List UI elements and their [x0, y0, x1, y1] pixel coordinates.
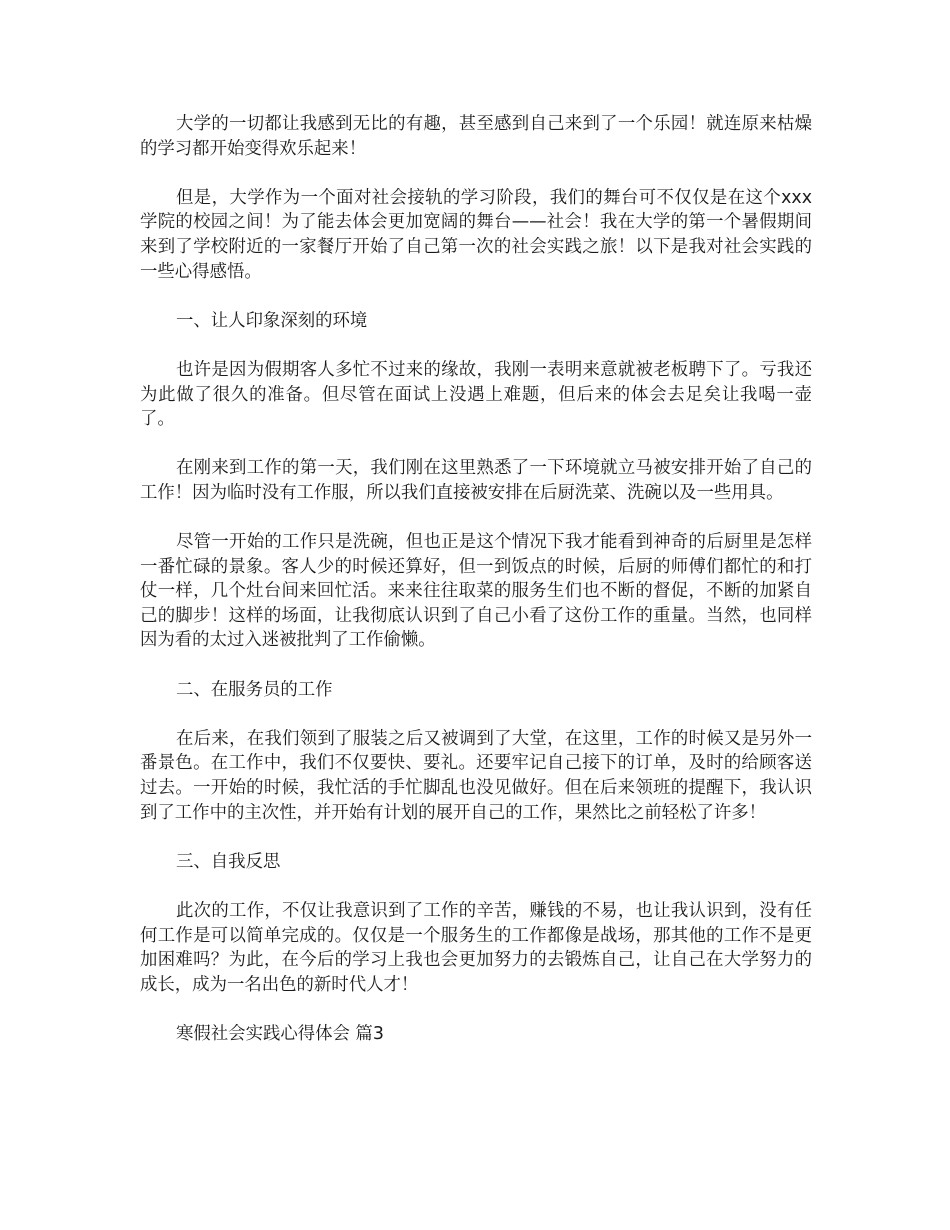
- paragraph-reflection: 此次的工作，不仅让我意识到了工作的辛苦，赚钱的不易，也让我认识到，没有任何工作是可以简单完成的。仅仅是一个服务生的工作都像是战场，那其他的工作不是更加困难吗？为此，在今后的学习上我也会更加努力的去锻炼自己，让自己在大学努力的成长，成为一名出色的新时代人才！: [140, 901, 812, 995]
- paragraph-kitchen: 尽管一开始的工作只是洗碗，但也正是这个情况下我才能看到神奇的后厨里是怎样一番忙碌的景象。客人少的时候还算好，但一到饭点的时候，后厨的师傅们都忙的和打仗一样，几个灶台间来回忙活。来来往往取菜的服务生们也不断的督促，不断的加紧自己的脚步！这样的场面，让我彻底认识到了自己小看了这份工作的重量。当然，也同样因为看的太过入迷被批判了工作偷懒。: [140, 532, 812, 651]
- document-page: [140, 112, 812, 1071]
- section-heading-environment: 一、让人印象深刻的环境: [176, 310, 368, 331]
- paragraph-hired: 也许是因为假期客人多忙不过来的缘故，我刚一表明来意就被老板聘下了。亏我还为此做了很久的准备。但尽管在面试上没遇上难题，但后来的体会去足矣让我喝一壶了。: [140, 359, 812, 430]
- paragraph-first-day: 在刚来到工作的第一天，我们刚在这里熟悉了一下环境就立马被安排开始了自己的工作！因为临时没有工作服，所以我们直接被安排在后厨洗菜、洗碗以及一些用具。: [140, 458, 812, 503]
- section-heading-reflection: 三、自我反思: [176, 851, 281, 872]
- paragraph-lobby: 在后来，在我们领到了服装之后又被调到了大堂，在这里，工作的时候又是另外一番景色。在工作中，我们不仅要快、要礼。还要牢记自己接下的订单，及时的给顾客送过去。一开始的时候，我忙活的手忙脚乱也没见做好。但在后来领班的提醒下，我认识到了工作中的主次性，并开始有计划的展开自己的工作，果然比之前轻松了许多！: [140, 728, 812, 823]
- next-article-title: 寒假社会实践心得体会 篇3: [176, 1023, 384, 1044]
- paragraph-social-practice: 但是，大学作为一个面对社会接轨的学习阶段，我们的舞台可不仅仅是在这个xxx学院的校园之间！为了能去体会更加宽阔的舞台——社会！我在大学的第一个暑假期间来到了学校附近的一家餐厅开始了自己第一次的社会实践之旅！以下是我对社会实践的一些心得感悟。: [140, 187, 812, 282]
- section-heading-waiter: 二、在服务员的工作: [176, 679, 333, 700]
- paragraph-intro: 大学的一切都让我感到无比的有趣，甚至感到自己来到了一个乐园！就连原来枯燥的学习都开始变得欢乐起来！: [140, 114, 812, 159]
